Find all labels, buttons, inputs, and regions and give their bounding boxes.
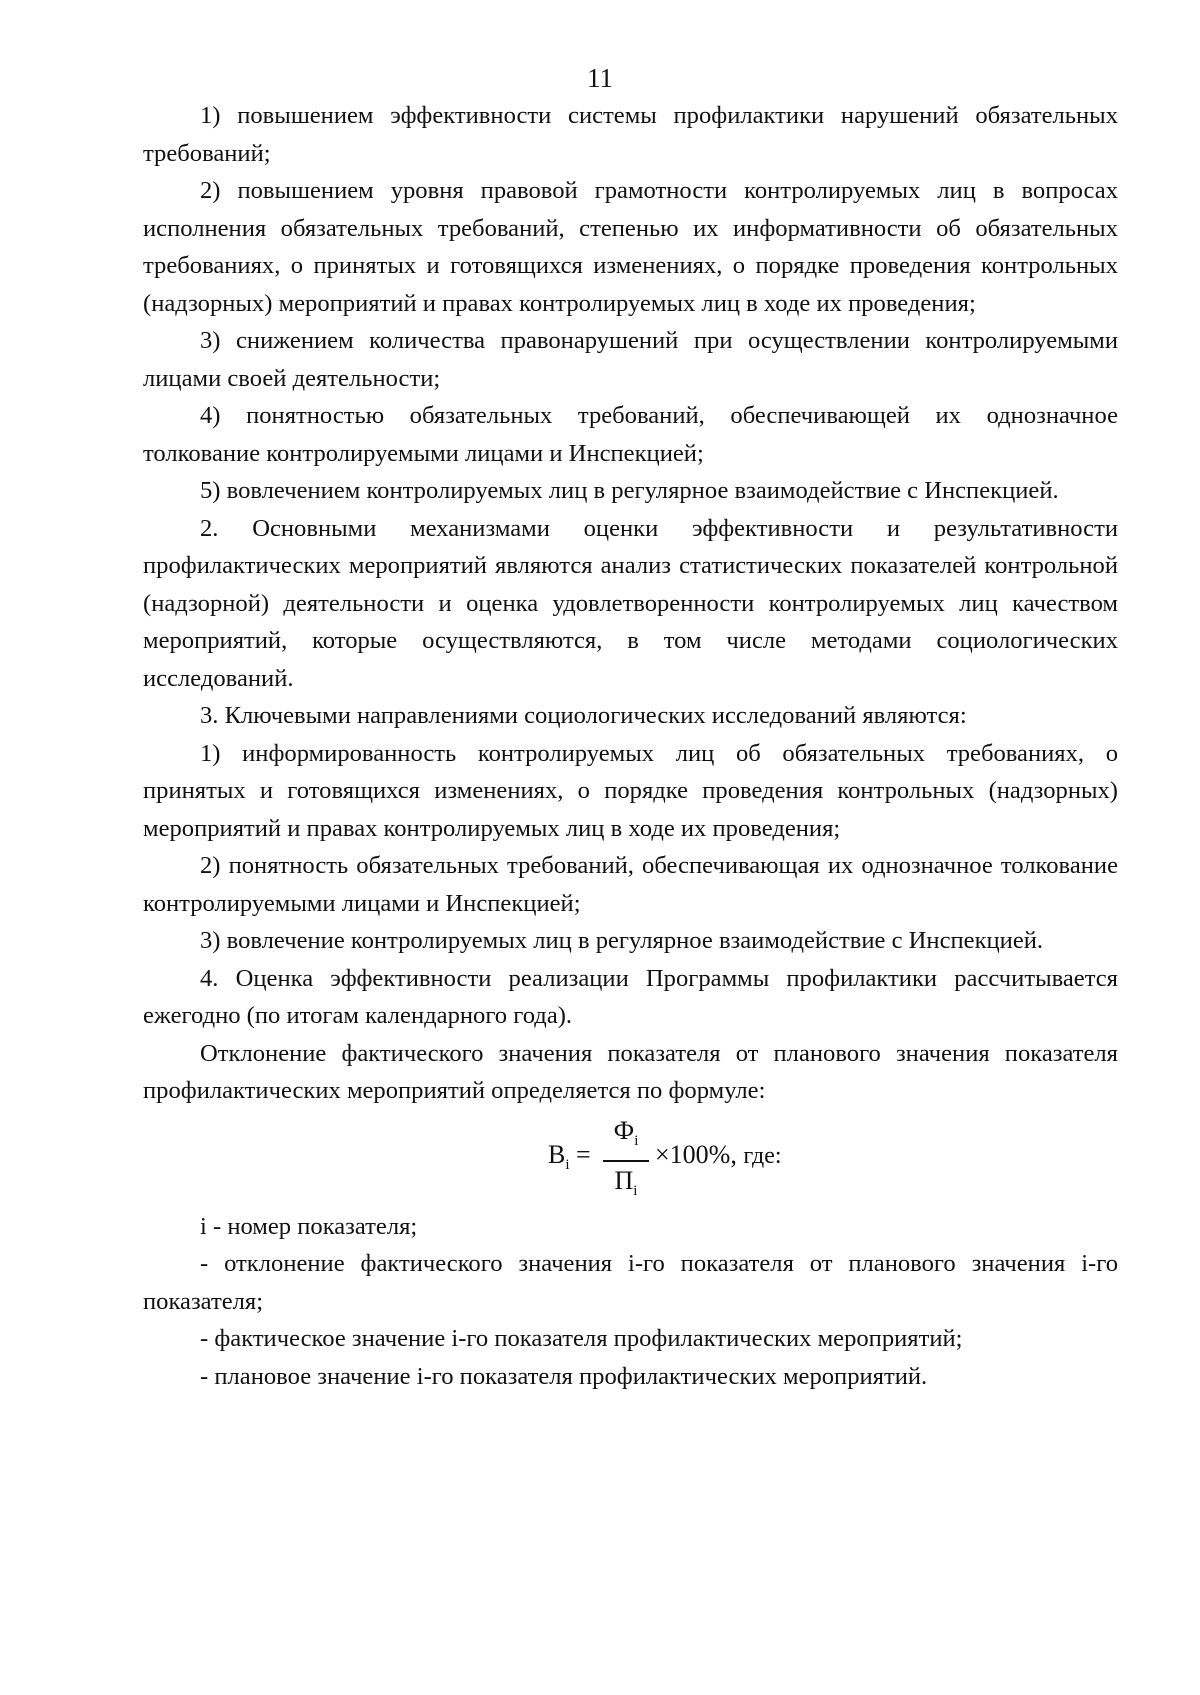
list-item-5: 5) вовлечением контролируемых лиц в регулярное взаимодействие с Инспекцией. <box>200 477 1059 504</box>
list-item-2: 2) повышением уровня правовой грамотности контролируемых лиц в вопросах исполнения обязательных требований, степенью их информативности об обязательных требованиях, о принятых и готовящихся изменениях, о порядке проведения контрольных (надзорных) мероприятий и правах контролируемых лиц в ходе их проведения; <box>143 177 1118 317</box>
formula-multiplier: ×100%, <box>655 1139 737 1169</box>
legend-planned: - плановое значение i-го показателя профилактических мероприятий. <box>200 1362 928 1390</box>
section-3-item-1: 1) информированность контролируемых лиц об обязательных требованиях, о принятых и готовящихся изменениях, о порядке проведения контрольных (надзорных) мероприятий и правах контролируемых лиц в ходе их проведения; <box>143 739 1118 842</box>
section-2-paragraph: 2. Основными механизмами оценки эффективности и результативности профилактических мероприятий являются анализ статистических показателей контрольной (надзорной) деятельности и оценка удовлетворенности контролируемых лиц качеством мероприятий, которые осуществляются, в том числе методами социологических исследований. <box>143 514 1118 692</box>
legend-index: i - номер показателя; <box>200 1212 418 1240</box>
formula-numerator <box>603 1114 649 1158</box>
fraction-bar <box>603 1160 649 1162</box>
section-3-item-2: 2) понятность обязательных требований, обеспечивающая их однозначное толкование контролируемыми лицами и Инспекцией; <box>143 852 1118 917</box>
formula-lhs-sub: i <box>565 1156 570 1173</box>
formula-numerator-sub: i <box>634 1132 639 1149</box>
formula-numerator-symbol: Ф <box>613 1115 635 1145</box>
section-4-paragraph: 4. Оценка эффективности реализации Программы профилактики рассчитывается ежегодно (по итогам календарного года). <box>143 964 1118 1029</box>
list-item-4: 4) понятностью обязательных требований, обеспечивающей их однозначное толкование контролируемыми лицами и Инспекцией; <box>143 402 1118 467</box>
legend-actual: - фактическое значение i-го показателя профилактических мероприятий; <box>200 1325 963 1352</box>
section-3-heading: 3. Ключевыми направлениями социологических исследований являются: <box>200 702 967 729</box>
formula-intro: Отклонение фактического значения показателя от планового значения показателя профилактических мероприятий определяется по формуле: <box>143 1039 1118 1104</box>
formula-lhs-symbol: B <box>548 1139 566 1169</box>
formula-lhs <box>548 1136 591 1185</box>
document-body <box>143 97 1118 1395</box>
formula-denominator-symbol: П <box>614 1165 634 1195</box>
section-3-item-3: 3) вовлечение контролируемых лиц в регулярное взаимодействие с Инспекцией. <box>200 927 1044 954</box>
list-item-3: 3) снижением количества правонарушений при осуществлении контролируемыми лицами своей деятельности; <box>143 327 1118 392</box>
formula-fraction <box>603 1114 649 1208</box>
formula-where: где: <box>743 1142 782 1169</box>
list-item-1: 1) повышением эффективности системы профилактики нарушений обязательных требований; <box>143 102 1118 167</box>
deviation-formula <box>143 1114 1118 1202</box>
formula-equals: = <box>576 1139 591 1169</box>
formula-rhs <box>655 1136 782 1176</box>
legend-deviation: - отклонение фактического значения i-го показателя от планового значения i-го показателя; <box>143 1250 1118 1315</box>
formula-denominator-sub: i <box>633 1182 638 1199</box>
formula-denominator <box>603 1164 649 1208</box>
page-number: 11 <box>587 63 613 93</box>
